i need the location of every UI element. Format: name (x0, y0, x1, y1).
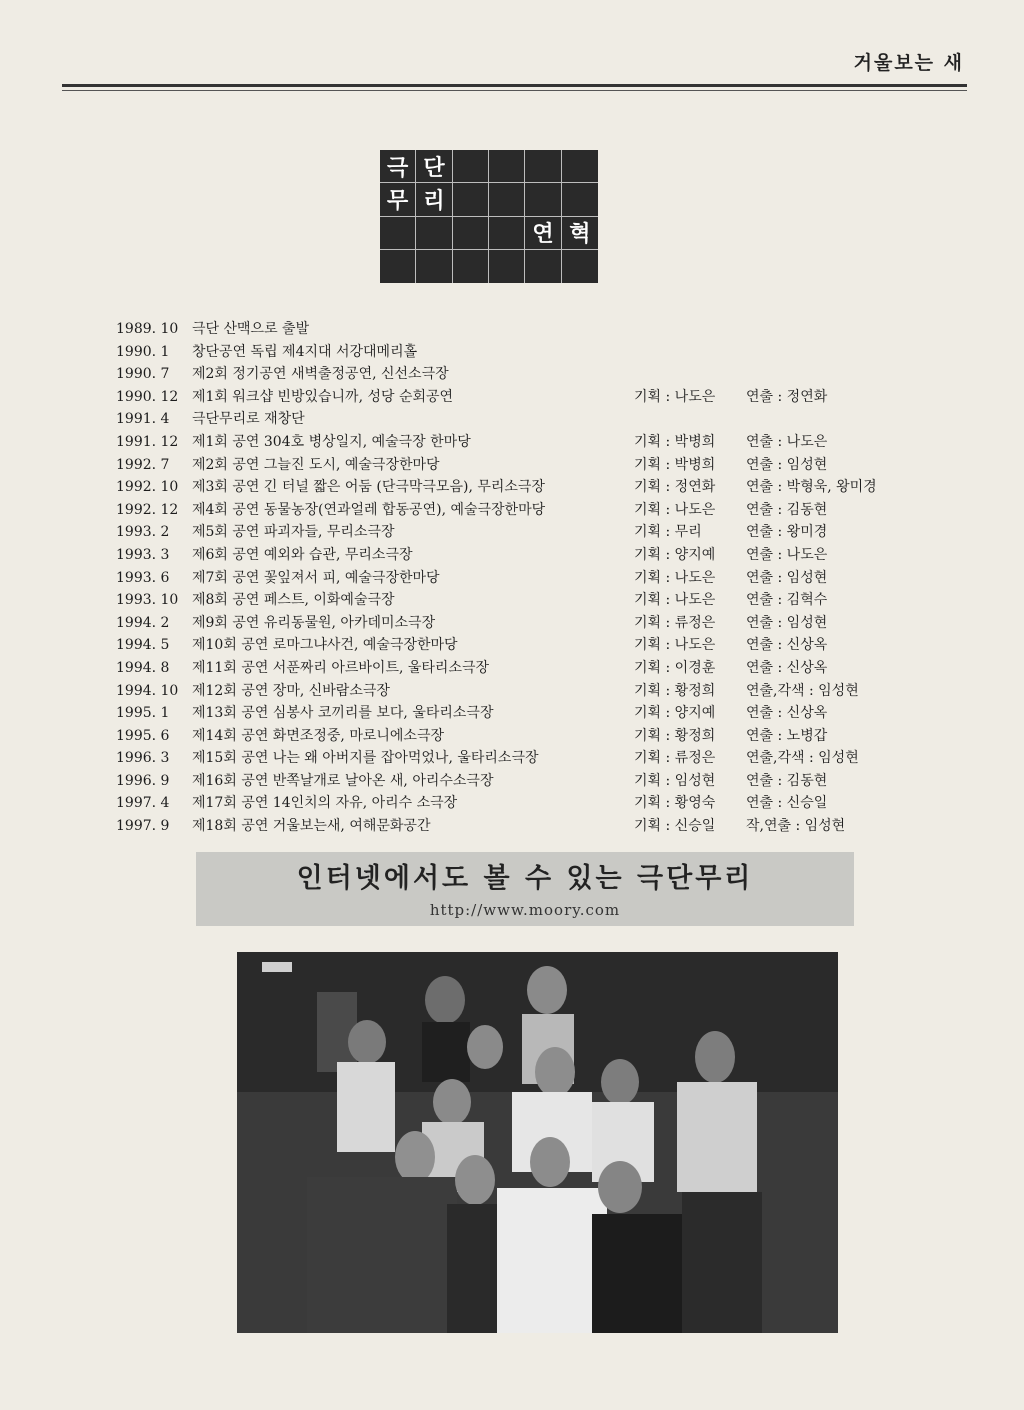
history-row (116, 341, 916, 364)
history-director: 연출 : 임성현 (746, 614, 828, 631)
history-event: 제1회 공연 304호 병상일지, 예술극장 한마당 (192, 433, 471, 450)
history-date: 1995. 6 (116, 727, 170, 744)
title-char: 무 (380, 183, 416, 216)
history-date: 1996. 3 (116, 750, 170, 767)
history-date: 1994. 5 (116, 637, 170, 654)
history-row (116, 792, 916, 815)
history-planner: 기획 : 나도은 (634, 388, 716, 405)
history-director: 연출 : 김동현 (746, 501, 828, 518)
history-director: 연출 : 정연화 (746, 388, 828, 405)
history-event: 제9회 공연 유리동물원, 아카데미소극장 (192, 614, 436, 631)
history-row (116, 454, 916, 477)
history-date: 1993. 10 (116, 592, 179, 609)
title-char: 연 (525, 217, 561, 250)
history-director: 연출 : 나도은 (746, 546, 828, 563)
history-director: 연출 : 김혁수 (746, 592, 828, 609)
history-row (116, 657, 916, 680)
history-date: 1997. 9 (116, 818, 170, 835)
header-divider (62, 84, 967, 87)
history-date: 1997. 4 (116, 795, 170, 812)
history-date: 1993. 2 (116, 524, 170, 541)
history-date: 1992. 12 (116, 501, 179, 518)
history-planner: 기획 : 나도은 (634, 569, 716, 586)
history-event: 제10회 공연 로마그냐사건, 예술극장한마당 (192, 637, 458, 654)
history-date: 1989. 10 (116, 321, 179, 337)
history-event: 극단무리로 재창단 (192, 411, 305, 428)
header-divider-thin (62, 90, 967, 91)
history-row (116, 747, 916, 770)
history-date: 1990. 1 (116, 343, 170, 360)
history-director: 연출,각색 : 임성현 (746, 750, 859, 767)
history-director: 연출 : 신상옥 (746, 705, 828, 722)
history-director: 연출 : 김동현 (746, 772, 828, 789)
history-planner: 기획 : 이경훈 (634, 659, 716, 676)
history-date: 1992. 7 (116, 456, 170, 473)
history-date: 1996. 9 (116, 772, 170, 789)
history-date: 1991. 12 (116, 433, 179, 450)
history-row (116, 634, 916, 657)
page-header-title: 거울보는 새 (853, 52, 964, 74)
history-date: 1992. 10 (116, 479, 179, 496)
history-director: 연출 : 임성현 (746, 569, 828, 586)
history-planner: 기획 : 정연화 (634, 479, 716, 496)
history-event: 제12회 공연 장마, 신바람소극장 (192, 682, 390, 699)
history-date: 1993. 3 (116, 546, 170, 563)
history-director: 연출 : 노병갑 (746, 727, 828, 744)
history-planner: 기획 : 박병희 (634, 456, 716, 473)
history-row (116, 363, 916, 386)
history-planner: 기획 : 류정은 (634, 750, 716, 767)
history-row (116, 612, 916, 635)
history-row (116, 770, 916, 793)
history-row (116, 318, 916, 341)
history-event: 제14회 공연 화면조정중, 마로니에소극장 (192, 727, 444, 744)
history-event: 제4회 공연 동물농장(연과얼레 합동공연), 예술극장한마당 (192, 501, 546, 518)
banner-title: 인터넷에서도 볼 수 있는 극단무리 (296, 863, 754, 894)
history-date: 1993. 6 (116, 569, 170, 586)
history-date: 1990. 12 (116, 388, 179, 405)
history-planner: 기획 : 무리 (634, 524, 702, 541)
section-title-grid (380, 150, 598, 283)
history-event: 제13회 공연 심봉사 코끼리를 보다, 울타리소극장 (192, 705, 494, 722)
history-event: 제5회 공연 파괴자들, 무리소극장 (192, 524, 395, 541)
history-director: 연출 : 임성현 (746, 456, 828, 473)
history-event: 제8회 공연 페스트, 이화예술극장 (192, 592, 395, 609)
history-event: 제1회 워크샵 빈방있습니까, 성당 순회공연 (192, 388, 454, 405)
history-planner: 기획 : 양지예 (634, 546, 716, 563)
history-planner: 기획 : 황영숙 (634, 795, 716, 812)
history-director: 작,연출 : 임성현 (746, 818, 846, 835)
history-row (116, 476, 916, 499)
website-link[interactable]: http://www.moory.com (429, 901, 621, 919)
history-planner: 기획 : 황정희 (634, 682, 716, 699)
history-list (116, 318, 916, 838)
history-event: 제3회 공연 긴 터널 짧은 어둠 (단극막극모음), 무리소극장 (192, 479, 545, 496)
history-row (116, 567, 916, 590)
group-photo-icon (237, 952, 838, 1333)
history-event: 제16회 공연 반쪽날개로 날아온 새, 아리수소극장 (192, 772, 494, 789)
history-row (116, 815, 916, 838)
history-event: 제2회 공연 그늘진 도시, 예술극장한마당 (192, 456, 440, 473)
history-event: 창단공연 독립 제4지대 서강대메리홀 (192, 343, 418, 360)
history-event: 제11회 공연 서푼짜리 아르바이트, 울타리소극장 (192, 659, 490, 676)
history-event: 극단 산맥으로 출발 (192, 321, 310, 337)
history-planner: 기획 : 황정희 (634, 727, 716, 744)
history-event: 제7회 공연 꽃잎져서 피, 예술극장한마당 (192, 569, 440, 586)
history-director: 연출 : 신상옥 (746, 659, 828, 676)
title-char: 혁 (562, 217, 598, 250)
history-planner: 기획 : 양지예 (634, 705, 716, 722)
title-char: 단 (416, 150, 452, 183)
history-date: 1994. 2 (116, 614, 170, 631)
history-planner: 기획 : 류정은 (634, 614, 716, 631)
history-planner: 기획 : 박병희 (634, 433, 716, 450)
history-row (116, 680, 916, 703)
history-row (116, 589, 916, 612)
history-row (116, 702, 916, 725)
title-char: 리 (416, 183, 452, 216)
history-director: 연출 : 신승일 (746, 795, 828, 812)
history-planner: 기획 : 신승일 (634, 818, 716, 835)
history-event: 제18회 공연 거울보는새, 여해문화공간 (192, 818, 431, 835)
history-row (116, 544, 916, 567)
history-row (116, 386, 916, 409)
history-planner: 기획 : 나도은 (634, 501, 716, 518)
history-row (116, 521, 916, 544)
title-char: 극 (380, 150, 416, 183)
history-event: 제17회 공연 14인치의 자유, 아리수 소극장 (192, 795, 458, 812)
history-planner: 기획 : 나도은 (634, 637, 716, 654)
internet-banner (196, 852, 854, 926)
history-director: 연출 : 왕미경 (746, 524, 828, 541)
history-event: 제6회 공연 예외와 습관, 무리소극장 (192, 546, 413, 563)
history-event: 제15회 공연 나는 왜 아버지를 잡아먹었나, 울타리소극장 (192, 750, 539, 767)
history-director: 연출 : 나도은 (746, 433, 828, 450)
history-date: 1994. 10 (116, 682, 179, 699)
history-director: 연출,각색 : 임성현 (746, 682, 859, 699)
history-row (116, 499, 916, 522)
history-row (116, 725, 916, 748)
group-photo (237, 952, 838, 1333)
history-director: 연출 : 박형욱, 왕미경 (746, 479, 877, 496)
history-date: 1995. 1 (116, 705, 170, 722)
history-date: 1994. 8 (116, 659, 170, 676)
history-planner: 기획 : 임성현 (634, 772, 716, 789)
history-event: 제2회 정기공연 새벽출정공연, 신선소극장 (192, 366, 449, 383)
history-date: 1990. 7 (116, 366, 170, 383)
history-director: 연출 : 신상옥 (746, 637, 828, 654)
history-planner: 기획 : 나도은 (634, 592, 716, 609)
history-row (116, 408, 916, 431)
history-row (116, 431, 916, 454)
history-date: 1991. 4 (116, 411, 170, 428)
